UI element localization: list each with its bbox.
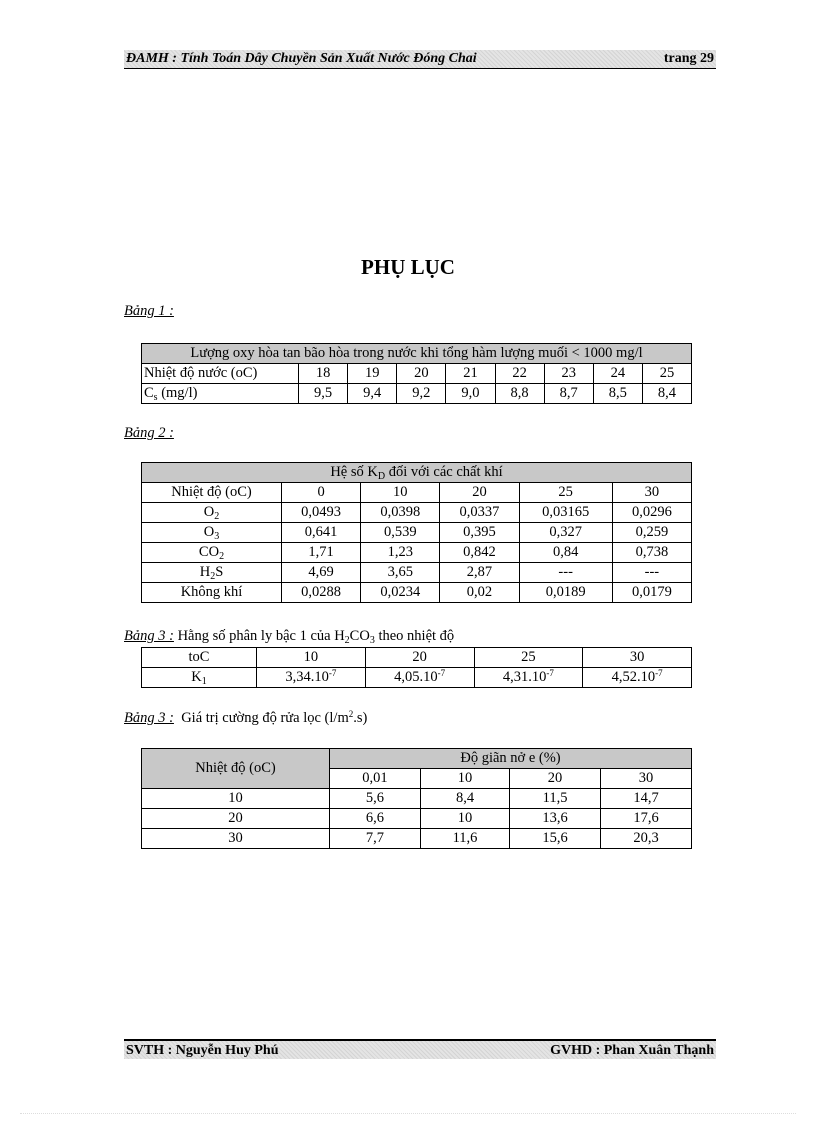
gas-label: $O_3$: [142, 523, 282, 543]
table-cell: 0,0337: [440, 503, 519, 523]
table1-cs-label: $C_s$ (mg/l): [142, 384, 299, 404]
table-cell: 1,23: [361, 543, 440, 563]
table-cell: 22: [495, 364, 544, 384]
table-kd-coefficients: [141, 462, 692, 603]
table-cell: 20: [397, 364, 446, 384]
table-cell: 9,0: [446, 384, 495, 404]
gas-label: $H_2S$: [142, 563, 282, 583]
table-row: [142, 789, 692, 809]
table-row: [142, 809, 692, 829]
table-cell: 23: [544, 364, 593, 384]
table3-temp-label: toC: [142, 648, 257, 668]
table-cell: 7,7: [330, 829, 421, 849]
table-cell: 21: [446, 364, 495, 384]
table-cell: 0,0493: [282, 503, 361, 523]
table-cell: 0,01: [330, 769, 421, 789]
table-cell: $4,05.10^{-7}$: [365, 668, 474, 688]
table-cell: 0,84: [519, 543, 612, 563]
table-cell: 8,8: [495, 384, 544, 404]
table-row: [142, 749, 692, 769]
table-row: [142, 384, 692, 404]
table3-k-label: $K_1$: [142, 668, 257, 688]
table-cell: 9,5: [299, 384, 348, 404]
footer-advisor: GVHD : Phan Xuân Thạnh: [550, 1043, 714, 1058]
table4-row-header: Nhiệt độ (oC): [142, 749, 330, 789]
table-row: [142, 364, 692, 384]
table-cell: 30: [583, 648, 692, 668]
table-cell: 0,395: [440, 523, 519, 543]
table-cell: 25: [642, 364, 691, 384]
table-cell: 0,03165: [519, 503, 612, 523]
table-cell: 0: [282, 483, 361, 503]
table-cell: 0,0398: [361, 503, 440, 523]
table-cell: 8,7: [544, 384, 593, 404]
table-cell: 1,71: [282, 543, 361, 563]
page-footer: [124, 1039, 716, 1059]
table-cell: ---: [612, 563, 691, 583]
table-oxygen-solubility: [141, 343, 692, 404]
table-cell: 10: [257, 648, 366, 668]
table-cell: $4,31.10^{-7}$: [474, 668, 583, 688]
table-cell: 25: [474, 648, 583, 668]
table-cell: 5,6: [330, 789, 421, 809]
table-cell: 0,539: [361, 523, 440, 543]
page-header: [124, 50, 716, 69]
table-row: [142, 648, 692, 668]
header-title: ĐAMH : Tính Toán Dây Chuyền Sản Xuất Nước Đóng Chai: [126, 51, 477, 66]
table-cell: 11,5: [510, 789, 601, 809]
table1-title: Lượng oxy hòa tan bão hòa trong nước khi tổng hàm lượng muối < 1000 mg/l: [142, 344, 692, 364]
table-cell: 11,6: [420, 829, 509, 849]
table2-caption: Bảng 2 :: [124, 425, 174, 441]
table-cell: 3,65: [361, 563, 440, 583]
table-cell: 0,0234: [361, 583, 440, 603]
table-cell: 30: [601, 769, 692, 789]
table-row: [142, 483, 692, 503]
table-cell: 20: [440, 483, 519, 503]
table-cell: 0,738: [612, 543, 691, 563]
page-bottom-divider: [20, 1113, 796, 1114]
table-cell: 13,6: [510, 809, 601, 829]
table-cell: 30: [142, 829, 330, 849]
table-cell: 0,259: [612, 523, 691, 543]
gas-label: $O_2$: [142, 503, 282, 523]
table-cell: 15,6: [510, 829, 601, 849]
table-row: [142, 563, 692, 583]
table-cell: 10: [420, 809, 509, 829]
table2-title: Hệ số $K_D$ đối với các chất khí: [142, 463, 692, 483]
table-cell: 25: [519, 483, 612, 503]
table-dissociation-constant: [141, 647, 692, 688]
page-title: PHỤ LỤC: [361, 255, 455, 279]
table-cell: 9,4: [348, 384, 397, 404]
table-row: [142, 668, 692, 688]
table-cell: 8,4: [420, 789, 509, 809]
table-cell: $3,34.10^{-7}$: [257, 668, 366, 688]
page-number: trang 29: [663, 51, 714, 66]
table4-col-header: Độ giãn nở e (%): [330, 749, 692, 769]
table-cell: 19: [348, 364, 397, 384]
table-cell: 20: [510, 769, 601, 789]
table-cell: 20: [142, 809, 330, 829]
table-cell: 17,6: [601, 809, 692, 829]
table-row: [142, 523, 692, 543]
table-cell: 2,87: [440, 563, 519, 583]
table-cell: 0,0189: [519, 583, 612, 603]
table-row: [142, 583, 692, 603]
table-row: [142, 829, 692, 849]
table-row: [142, 503, 692, 523]
table-cell: 20: [365, 648, 474, 668]
table-cell: 18: [299, 364, 348, 384]
table-cell: 0,842: [440, 543, 519, 563]
table4-caption: Bảng 3 : Giá trị cường độ rửa lọc $(l/m^2.s)$: [124, 709, 368, 726]
table3-caption: Bảng 3 : Hằng số phân ly bậc 1 của $H_2CO_3$ theo nhiệt độ: [124, 628, 455, 646]
gas-label: Không khí: [142, 583, 282, 603]
table-cell: $4,52.10^{-7}$: [583, 668, 692, 688]
table-cell: 0,0179: [612, 583, 691, 603]
table1-caption: Bảng 1 :: [124, 303, 174, 319]
table-cell: 20,3: [601, 829, 692, 849]
table-cell: ---: [519, 563, 612, 583]
table-cell: 0,327: [519, 523, 612, 543]
table2-temp-label: Nhiệt độ (oC): [142, 483, 282, 503]
table-cell: 0,0296: [612, 503, 691, 523]
table-cell: 10: [142, 789, 330, 809]
table-cell: 0,0288: [282, 583, 361, 603]
table-cell: 24: [593, 364, 642, 384]
table-cell: 30: [612, 483, 691, 503]
table-cell: 8,5: [593, 384, 642, 404]
table-cell: 4,69: [282, 563, 361, 583]
table-row: [142, 543, 692, 563]
table-cell: 10: [361, 483, 440, 503]
table-cell: 0,02: [440, 583, 519, 603]
footer-student: SVTH : Nguyễn Huy Phú: [126, 1043, 279, 1058]
table-cell: 9,2: [397, 384, 446, 404]
gas-label: $CO_2$: [142, 543, 282, 563]
table-cell: 6,6: [330, 809, 421, 829]
table-cell: 0,641: [282, 523, 361, 543]
table-backwash-intensity: [141, 748, 692, 849]
table-cell: 14,7: [601, 789, 692, 809]
table1-temp-label: Nhiệt độ nước (oC): [142, 364, 299, 384]
table-cell: 10: [420, 769, 509, 789]
table-cell: 8,4: [642, 384, 691, 404]
